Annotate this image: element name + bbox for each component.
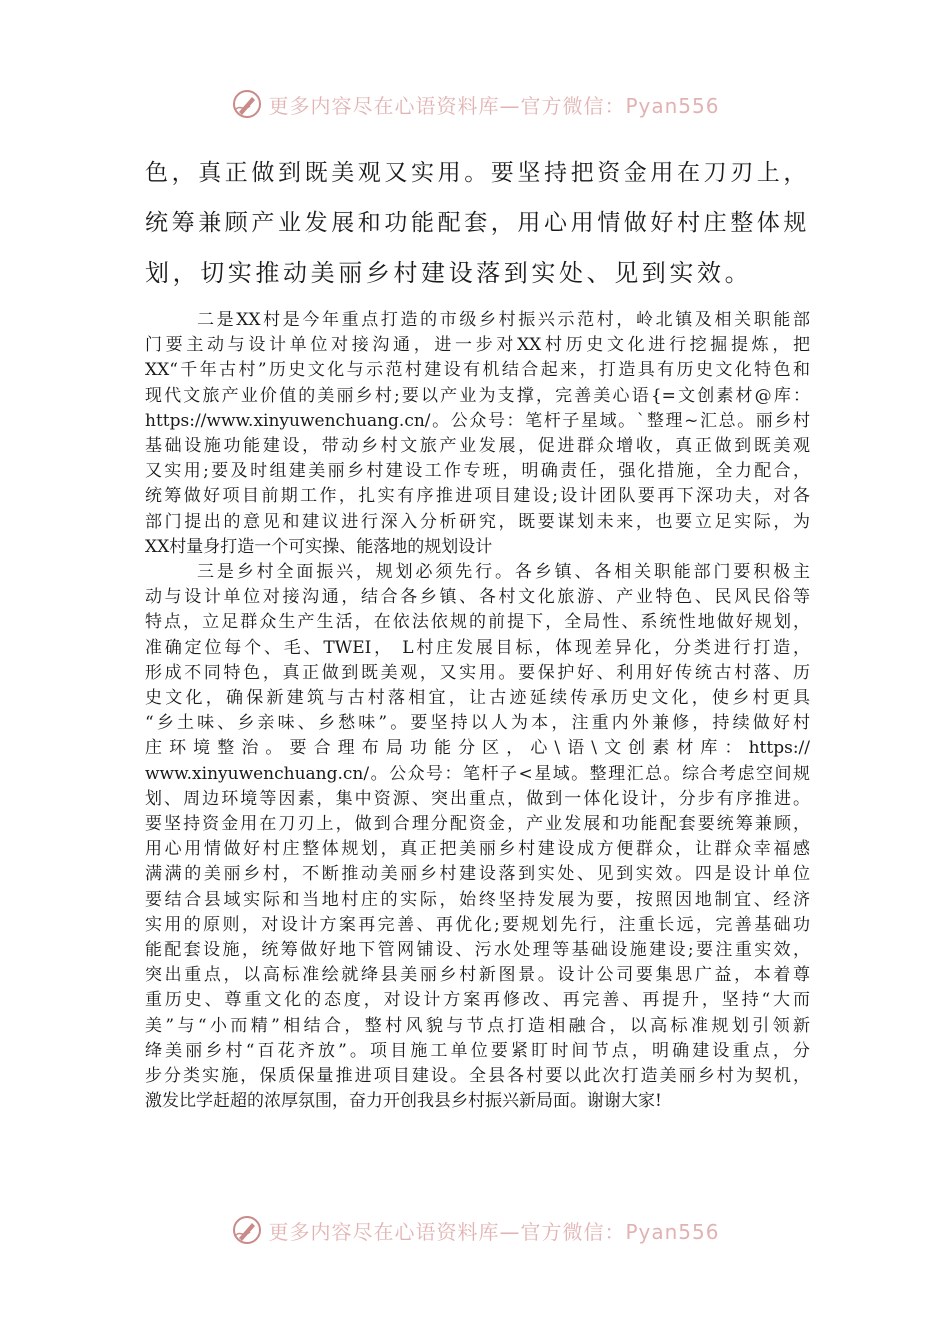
paragraph-line: https://www.xinyuwenchuang.cn/。公众号：笔杆子星域。`整理~汇总。丽乡村 [145,410,810,431]
paragraph-three [145,560,810,1114]
header-banner-text: 更多内容尽在心语资料库—官方微信：Pyan556 [268,93,720,118]
paragraph-line: 动与设计单位对接沟通，结合各乡镇、各村文化旅游、产业特色、民风民俗等 [145,587,810,608]
paragraph-line: 绛美丽乡村“百花齐放”。项目施工单位要紧盯时间节点，明确建设重点，分 [145,1040,810,1061]
intro-line: 色，真正做到既美观又实用。要坚持把资金用在刀刃上， [145,160,810,186]
footer-banner-text: 更多内容尽在心语资料库—官方微信：Pyan556 [268,1219,720,1244]
paragraph-line: 基础设施功能建设，带动乡村文旅产业发展，促进群众增收，真正做到既美观 [145,436,810,457]
paragraph-line: 要结合县域实际和当地村庄的实际，始终坚持发展为要，按照因地制宜、经济 [145,889,810,910]
paragraph-line: www.xinyuwenchuang.cn/。公众号：笔杆子<星域。整理汇总。综合考虑空间规 [145,763,810,784]
paragraph-line: 划、周边环境等因素，集中资源、突出重点，做到一体化设计，分步有序推进。 [145,788,810,809]
paragraph-line: 步分类实施，保质保量推进项目建设。全县各村要以此次打造美丽乡村为契机， [145,1066,810,1087]
paragraph-two [145,308,810,560]
paragraph-line: 准确定位每个、毛、TWEI， L村庄发展目标，体现差异化，分类进行打造， [145,637,810,658]
paragraph-line: 统筹做好项目前期工作，扎实有序推进项目建设;设计团队要再下深功夫，对各 [145,486,810,507]
intro-block [145,148,810,298]
header-banner [0,84,950,124]
footer-banner [0,1210,950,1250]
paragraph-line: 又实用;要及时组建美丽乡村建设工作专班，明确责任，强化措施，全力配合， [145,461,810,482]
intro-line: 统筹兼顾产业发展和功能配套，用心用情做好村庄整体规 [145,210,810,236]
pen-logo-icon [230,87,264,121]
paragraph-line: 重历史、尊重文化的态度，对设计方案再修改、再完善、再提升，坚持“大而 [145,990,810,1011]
paragraph-line: 二是XX村是今年重点打造的市级乡村振兴示范村，岭北镇及相关职能部 [197,310,810,330]
paragraph-line: “乡土味、乡亲味、乡愁味”。要坚持以人为本，注重内外兼修，持续做好村 [145,713,810,734]
paragraph-line: 史文化，确保新建筑与古村落相宜，让古迹延续传承历史文化，使乡村更具 [145,688,810,709]
paragraph-line: 激发比学赶超的浓厚氛围，奋力开创我县乡村振兴新局面。谢谢大家! [145,1091,662,1112]
paragraph-line: 门要主动与设计单位对接沟通，进一步对XX村历史文化进行挖掘提炼，把 [145,335,810,356]
paragraph-line: 实用的原则，对设计方案再完善、再优化;要规划先行，注重长远，完善基础功 [145,914,810,935]
paragraph-line: 用心用情做好村庄整体规划，真正把美丽乡村建设成方便群众，让群众幸福感 [145,839,810,860]
pen-logo-icon [230,1213,264,1247]
paragraph-line: 能配套设施，统筹做好地下管网铺设、污水处理等基础设施建设;要注重实效， [145,940,810,961]
intro-line: 划，切实推动美丽乡村建设落到实处、见到实效。 [145,259,753,287]
paragraph-line: XX“千年古村”历史文化与示范村建设有机结合起来，打造具有历史文化特色和 [145,360,810,381]
paragraph-line: 满满的美丽乡村，不断推动美丽乡村建设落到实处、见到实效。四是设计单位 [145,864,810,885]
document-body [145,148,810,1115]
paragraph-line: 美”与“小而精”相结合，整村风貌与节点打造相融合，以高标准规划引领新 [145,1015,810,1036]
paragraph-line: XX村量身打造一个可实操、能落地的规划设计 [145,536,493,557]
paragraph-line: 突出重点，以高标准绘就绛县美丽乡村新图景。设计公司要集思广益，本着尊 [145,965,810,986]
paragraph-line: 要坚持资金用在刀刃上，做到合理分配资金，产业发展和功能配套要统筹兼顾， [145,814,810,835]
paragraph-line: 部门提出的意见和建议进行深入分析研究，既要谋划未来，也要立足实际，为 [145,511,810,532]
paragraph-line: 形成不同特色，真正做到既美观，又实用。要保护好、利用好传统古村落、历 [145,662,810,683]
paragraph-line: 现代文旅产业价值的美丽乡村;要以产业为支撑，完善美心语{=文创素材@库： [145,385,810,406]
paragraph-line: 庄环境整治。要合理布局功能分区，心\语\文创素材库：https:// [145,738,810,759]
paragraph-line: 三是乡村全面振兴，规划必须先行。各乡镇、各相关职能部门要积极主 [197,562,810,583]
paragraph-line: 特点，立足群众生产生活，在依法依规的前提下，全局性、系统性地做好规划， [145,612,810,633]
